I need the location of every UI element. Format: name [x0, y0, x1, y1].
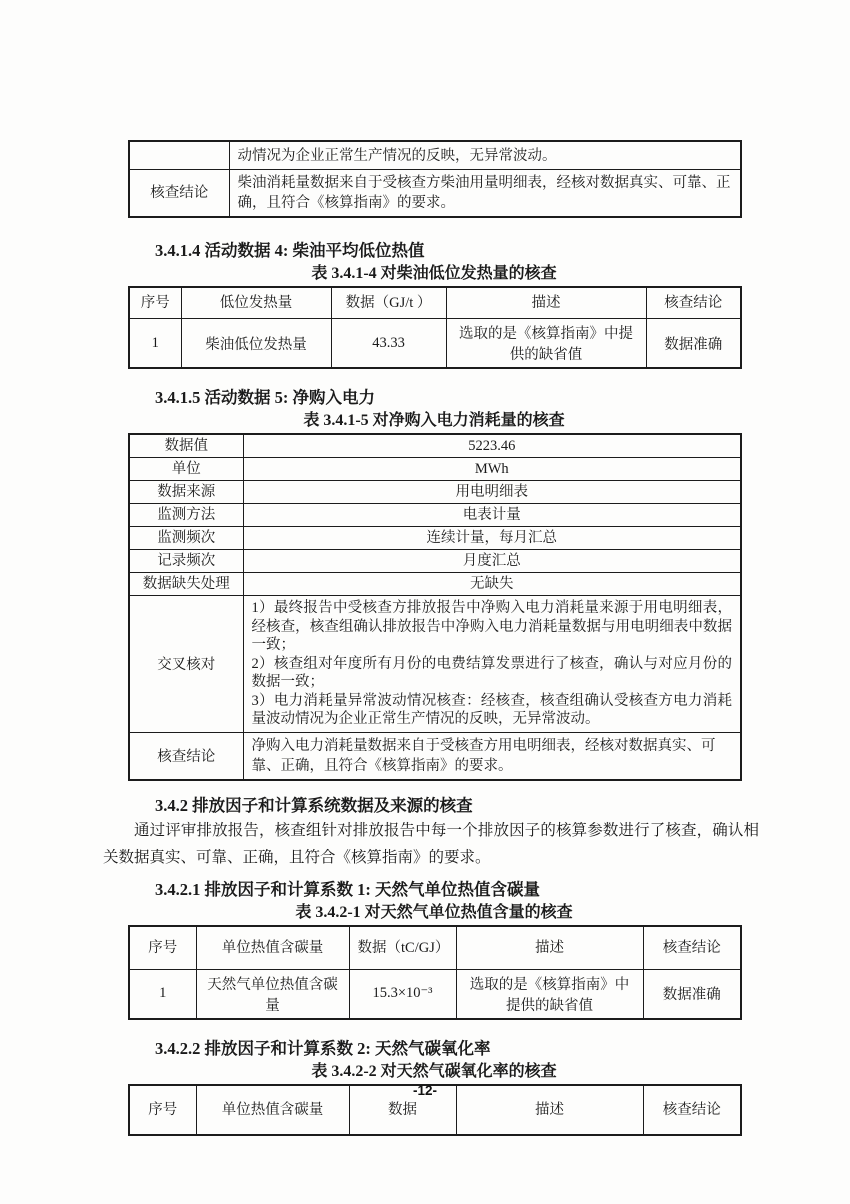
col-header: 核查结论 [646, 287, 741, 319]
col-header: 描述 [446, 287, 646, 319]
row-text: 柴油消耗量数据来自于受核查方柴油用量明细表，经核对数据真实、可靠、正确，且符合《核算指南》的要求。 [229, 170, 741, 218]
table-header-row [129, 926, 741, 970]
gas-carbon-content-table [128, 925, 742, 1020]
table-row [129, 527, 741, 550]
cell-index: 1 [129, 319, 181, 369]
row-value: 连续计量，每月汇总 [243, 527, 741, 550]
table-row [129, 141, 741, 170]
row-label: 交叉核对 [129, 596, 243, 733]
col-header: 序号 [129, 926, 196, 970]
row-label: 数据来源 [129, 481, 243, 504]
table-row [129, 481, 741, 504]
table-header-row [129, 287, 741, 319]
section-3415-heading: 3.4.1.5 活动数据 5: 净购入电力 [155, 388, 375, 407]
cross-check-content [243, 596, 741, 733]
conclusion-row [129, 732, 741, 780]
diesel-conclusion-table [128, 140, 742, 218]
cell-data: 43.33 [331, 319, 446, 369]
row-label: 数据缺失处理 [129, 573, 243, 596]
row-label: 记录频次 [129, 550, 243, 573]
cross-check-item: 3）电力消耗量异常波动情况核查：经核查，核查组确认受核查方电力消耗量波动情况为企业正常生产情况的反映，无异常波动。 [251, 692, 732, 727]
row-label: 监测方法 [129, 504, 243, 527]
cross-check-item: 1）最终报告中受核查方排放报告中净购入电力消耗量来源于用电明细表，经核查，核查组确认排放报告中净购入电力消耗量数据与用电明细表中数据一致； [251, 600, 732, 653]
cell-description: 选取的是《核算指南》中提供的缺省值 [456, 969, 643, 1019]
col-header: 数据（tC/GJ） [349, 926, 456, 970]
cell-data: 15.3×10⁻³ [349, 969, 456, 1019]
row-label: 数据值 [129, 434, 243, 458]
row-label: 核查结论 [129, 170, 229, 218]
col-header: 低位发热量 [181, 287, 331, 319]
page-number: -12- [412, 1083, 437, 1098]
conclusion-text: 净购入电力消耗量数据来自于受核查方用电明细表，经核对数据真实、可靠、正确，且符合《核算指南》的要求。 [243, 732, 741, 780]
table-3415-title: 表 3.4.1-5 对净购入电力消耗量的核查 [303, 412, 565, 429]
table-3414-title: 表 3.4.1-4 对柴油低位发热量的核查 [311, 265, 557, 282]
table-3421-title: 表 3.4.2-1 对天然气单位热值含量的核查 [295, 903, 573, 921]
col-header: 核查结论 [643, 926, 741, 970]
col-header: 描述 [456, 926, 643, 970]
row-label-empty [129, 141, 229, 170]
table-row [129, 504, 741, 527]
table-3422-title: 表 3.4.2-2 对天然气碳氧化率的核查 [311, 1062, 557, 1080]
cell-parameter: 天然气单位热值含碳量 [196, 969, 349, 1019]
section-342-heading: 3.4.2 排放因子和计算系统数据及来源的核查 [155, 795, 473, 815]
col-header: 序号 [129, 1085, 196, 1135]
row-label: 单位 [129, 458, 243, 481]
cell-conclusion: 数据准确 [643, 969, 741, 1019]
electricity-verification-table [128, 433, 742, 781]
section-3422-heading: 3.4.2.2 排放因子和计算系数 2: 天然气碳氧化率 [155, 1038, 491, 1058]
row-text: 动情况为企业正常生产情况的反映，无异常波动。 [229, 141, 741, 170]
table-row [129, 573, 741, 596]
col-header: 单位热值含碳量 [196, 1085, 349, 1135]
table-row [129, 434, 741, 458]
cross-check-row [129, 596, 741, 733]
row-value: 5223.46 [243, 434, 741, 458]
diesel-heating-value-table [128, 286, 742, 369]
col-header: 数据 [349, 1085, 456, 1135]
row-value: 电表计量 [243, 504, 741, 527]
cell-parameter: 柴油低位发热量 [181, 319, 331, 369]
col-header: 单位热值含碳量 [196, 926, 349, 970]
col-header: 数据（GJ/t ） [331, 287, 446, 319]
cross-check-item: 2）核查组对年度所有月份的电费结算发票进行了核查，确认与对应月份的数据一致； [251, 655, 732, 690]
cell-description: 选取的是《核算指南》中提供的缺省值 [446, 319, 646, 369]
section-342-paragraph: 通过评审排放报告，核查组针对排放报告中每一个排放因子的核算参数进行了核查，确认相关数据真实、可靠、正确，且符合《核算指南》的要求。 [103, 821, 759, 866]
col-header: 核查结论 [643, 1085, 741, 1135]
col-header: 序号 [129, 287, 181, 319]
table-row [129, 170, 741, 218]
row-value: 用电明细表 [243, 481, 741, 504]
table-row [129, 458, 741, 481]
section-3414-heading: 3.4.1.4 活动数据 4: 柴油平均低位热值 [155, 241, 425, 260]
cell-index: 1 [129, 969, 196, 1019]
row-value: 月度汇总 [243, 550, 741, 573]
row-value: 无缺失 [243, 573, 741, 596]
table-row [129, 969, 741, 1019]
col-header: 描述 [456, 1085, 643, 1135]
row-label: 监测频次 [129, 527, 243, 550]
row-label: 核查结论 [129, 732, 243, 780]
row-value: MWh [243, 458, 741, 481]
table-row [129, 319, 741, 369]
table-row [129, 550, 741, 573]
cell-conclusion: 数据准确 [646, 319, 741, 369]
section-3421-heading: 3.4.2.1 排放因子和计算系数 1: 天然气单位热值含碳量 [155, 879, 540, 899]
